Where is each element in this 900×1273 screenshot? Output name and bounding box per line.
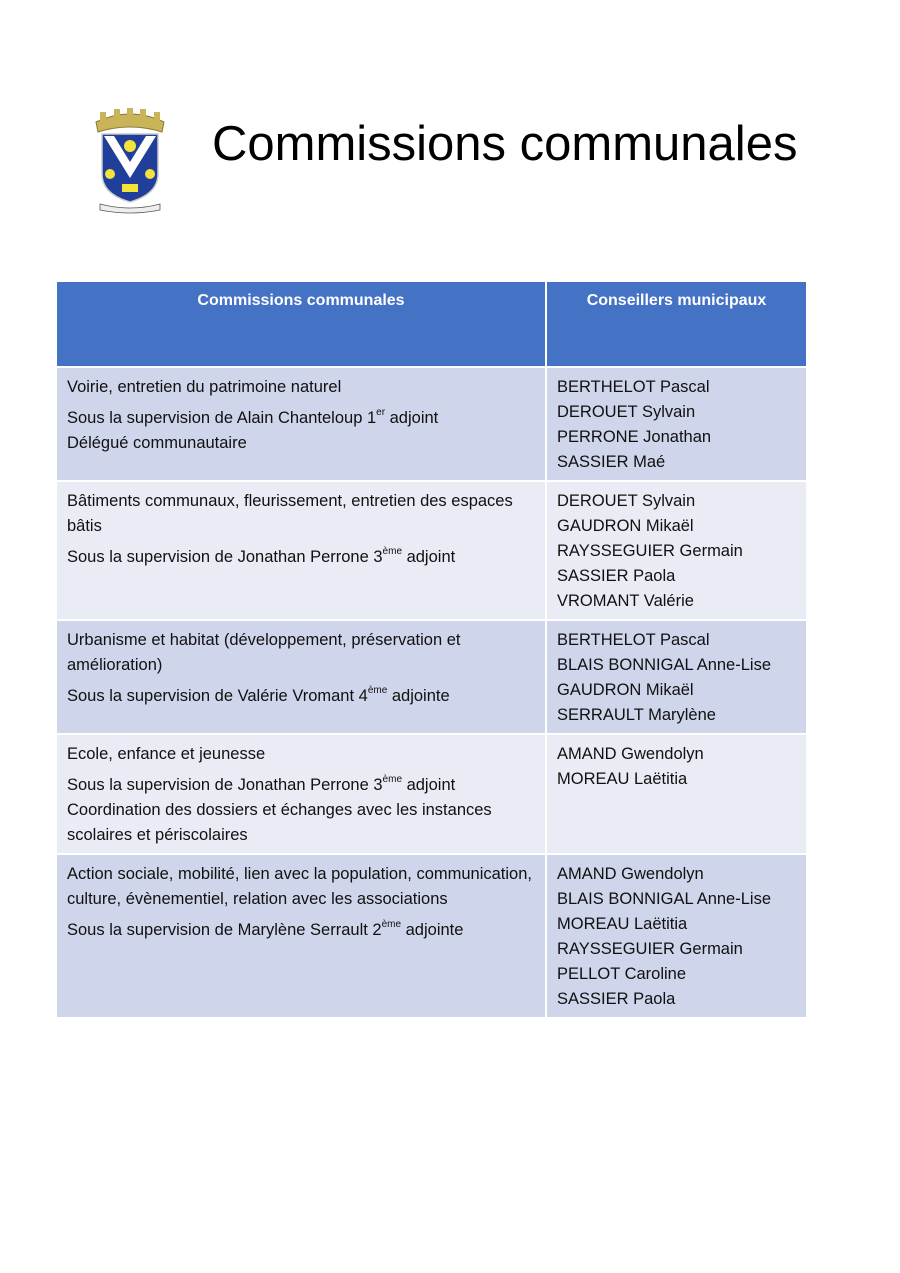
member-name: SERRAULT Marylène <box>557 706 716 724</box>
supervision-post: adjoint <box>402 776 456 794</box>
commission-name: Action sociale, mobilité, lien avec la population, communication, culture, évènementiel, relation avec les associations <box>67 865 532 908</box>
member-name: AMAND Gwendolyn <box>557 745 704 763</box>
members-cell <box>546 620 807 734</box>
member-name: SASSIER Paola <box>557 990 676 1008</box>
supervision-post: adjoint <box>402 548 456 566</box>
supervision-pre: Sous la supervision de Jonathan Perrone 3 <box>67 548 383 566</box>
commission-name: Voirie, entretien du patrimoine naturel <box>67 378 342 396</box>
supervision-sup: ème <box>367 685 388 696</box>
commission-name: Bâtiments communaux, fleurissement, entretien des espaces bâtis <box>67 492 513 535</box>
supervision-sup: ème <box>382 546 402 557</box>
page-title: Commissions communales <box>212 117 798 171</box>
member-name: VROMANT Valérie <box>557 592 694 610</box>
member-name: RAYSSEGUIER Germain <box>557 542 743 560</box>
supervision-text <box>67 773 535 848</box>
table-row <box>56 620 807 734</box>
member-name: BLAIS BONNIGAL Anne-Lise <box>557 890 771 908</box>
commission-name: Ecole, enfance et jeunesse <box>67 745 266 763</box>
supervision-text <box>67 545 535 570</box>
supervision-post: adjoint <box>385 409 439 427</box>
member-name: DEROUET Sylvain <box>557 403 696 421</box>
supervision-pre: Sous la supervision de Valérie Vromant 4 <box>67 687 368 705</box>
table-row <box>56 481 807 620</box>
header-commissions: Commissions communales <box>56 281 546 367</box>
table-row <box>56 367 807 481</box>
supervision-text <box>67 684 535 709</box>
municipal-coat-of-arms-logo <box>92 108 168 216</box>
supervision-sup: ème <box>382 774 402 785</box>
commission-note: Coordination des dossiers et échanges avec les instances scolaires et périscolaires <box>67 801 492 844</box>
member-name: GAUDRON Mikaël <box>557 517 694 535</box>
supervision-sup: er <box>376 407 386 418</box>
supervision-pre: Sous la supervision de Marylène Serrault 2 <box>67 921 382 939</box>
member-name: MOREAU Laëtitia <box>557 770 688 788</box>
member-name: AMAND Gwendolyn <box>557 865 704 883</box>
table-row <box>56 734 807 854</box>
commission-name: Urbanisme et habitat (développement, préservation et amélioration) <box>67 631 461 674</box>
member-name: RAYSSEGUIER Germain <box>557 940 743 958</box>
member-name: BERTHELOT Pascal <box>557 631 710 649</box>
member-name: DEROUET Sylvain <box>557 492 696 510</box>
commission-cell <box>56 734 546 854</box>
supervision-text <box>67 406 535 456</box>
commission-cell <box>56 854 546 1018</box>
commission-note: Délégué communautaire <box>67 434 247 452</box>
member-name: SASSIER Paola <box>557 567 676 585</box>
supervision-post: adjointe <box>401 921 464 939</box>
members-cell <box>546 854 807 1018</box>
commission-cell <box>56 620 546 734</box>
header-councillors: Conseillers municipaux <box>546 281 807 367</box>
supervision-post: adjointe <box>387 687 450 705</box>
member-name: MOREAU Laëtitia <box>557 915 688 933</box>
supervision-pre: Sous la supervision de Jonathan Perrone 3 <box>67 776 383 794</box>
supervision-pre: Sous la supervision de Alain Chanteloup 1 <box>67 409 377 427</box>
member-name: GAUDRON Mikaël <box>557 681 694 699</box>
members-cell <box>546 734 807 854</box>
member-name: BERTHELOT Pascal <box>557 378 710 396</box>
member-name: BLAIS BONNIGAL Anne-Lise <box>557 656 771 674</box>
member-name: PELLOT Caroline <box>557 965 687 983</box>
member-name: SASSIER Maé <box>557 453 666 471</box>
members-cell <box>546 367 807 481</box>
commissions-table <box>55 280 808 1019</box>
commission-cell <box>56 481 546 620</box>
member-name: PERRONE Jonathan <box>557 428 712 446</box>
table-header-row <box>56 281 807 367</box>
commission-cell <box>56 367 546 481</box>
supervision-text <box>67 918 535 943</box>
table-row <box>56 854 807 1018</box>
supervision-sup: ème <box>381 919 402 930</box>
members-cell <box>546 481 807 620</box>
